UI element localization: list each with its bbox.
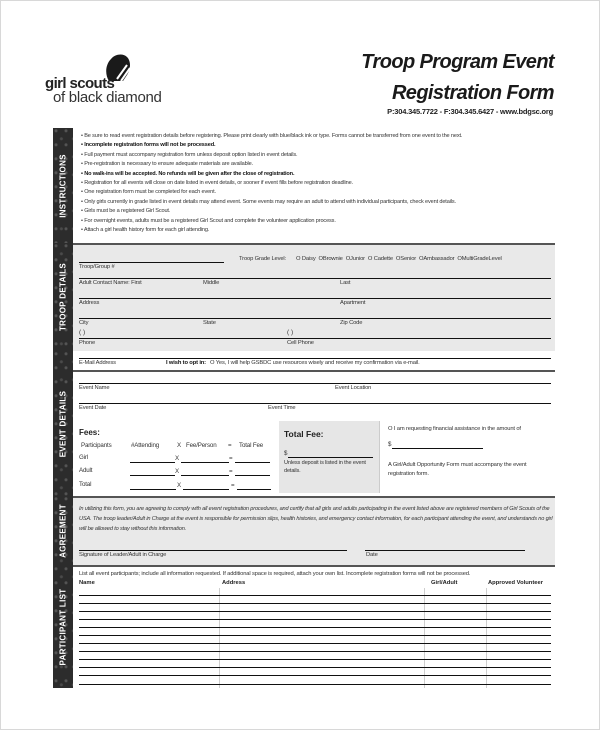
instruction-item: • No walk-ins will be accepted. No refunds will be given after the close of registration. xyxy=(81,170,555,179)
agreement-date-field[interactable] xyxy=(365,550,525,551)
opt-in-checkbox[interactable]: O Yes, I will help GSBDC use resources wisely and receive my confirmation via e-mail. xyxy=(210,360,420,366)
girl-fee-field[interactable] xyxy=(181,462,229,463)
state-label: State xyxy=(203,320,216,326)
event-name-label: Event Name xyxy=(79,385,110,391)
equals-sign: = xyxy=(229,455,233,462)
adult-attending-field[interactable] xyxy=(130,475,175,476)
cell-phone-label: Cell Phone xyxy=(287,340,314,346)
total-attending-field[interactable] xyxy=(130,489,176,490)
band-label-instructions: INSTRUCTIONS xyxy=(58,153,68,218)
instruction-item: • Pre-registration is necessary to ensure adequate materials are available. xyxy=(81,160,555,169)
participant-row[interactable] xyxy=(79,603,551,604)
girl-scouts-logo xyxy=(45,51,185,107)
event-date-field[interactable] xyxy=(79,403,551,404)
equals-sign: = xyxy=(229,468,233,475)
phone-label: Phone xyxy=(79,340,96,346)
col-header-name: Name xyxy=(79,580,95,586)
band-troop-details xyxy=(53,243,73,351)
radio-cadette[interactable]: O Cadette xyxy=(367,256,393,262)
opt-in-label: I wish to opt in: xyxy=(166,360,206,366)
zip-label: Zip Code xyxy=(340,320,363,326)
apartment-label: Apartment xyxy=(340,300,366,306)
radio-brownie[interactable]: OBrownie xyxy=(318,256,343,262)
adult-name-field[interactable] xyxy=(79,278,551,279)
participant-row[interactable] xyxy=(79,659,551,660)
opportunity-form-note: A Girl/Adult Opportunity Form must accompany the event registration form. xyxy=(388,462,527,477)
grade-level-label: Troop Grade Level: xyxy=(239,256,287,262)
fee-row-total: Total xyxy=(79,481,92,488)
band-label-agreement: AGREEMENT xyxy=(58,504,68,558)
total-fee-person-field[interactable] xyxy=(183,489,229,490)
band-event-details xyxy=(53,351,73,496)
radio-senior[interactable]: OSenior xyxy=(395,256,417,262)
fee-header-total: Total Fee xyxy=(239,442,264,449)
adult-fee-field[interactable] xyxy=(181,475,229,476)
participant-row[interactable] xyxy=(79,627,551,628)
dollar-sign: $ xyxy=(284,450,288,457)
logo-text-council: of black diamond xyxy=(53,89,162,106)
troop-group-label: Troop/Group # xyxy=(79,264,115,270)
phone-area-code: ( ) xyxy=(79,329,86,336)
address-field[interactable] xyxy=(79,298,551,299)
total-fee-box xyxy=(279,421,380,493)
city-state-zip-field[interactable] xyxy=(79,318,551,319)
address-label: Address xyxy=(79,300,100,306)
multiply-sign: X xyxy=(175,455,179,462)
instruction-item: • Girls must be a registered Girl Scout. xyxy=(81,207,555,216)
col-header-approved-volunteer: Approved Volunteer xyxy=(488,580,543,586)
band-label-participant-list: PARTICIPANT LIST xyxy=(58,588,68,666)
fee-header-participants: Participants xyxy=(81,442,112,449)
deposit-note: Unless deposit is listed in the event details. xyxy=(284,460,366,474)
last-name-label: Last xyxy=(340,280,351,286)
first-name-label: Adult Contact Name: First xyxy=(79,280,142,286)
instruction-item: • Incomplete registration forms will not be processed. xyxy=(81,141,555,150)
fee-row-adult: Adult xyxy=(79,467,93,474)
cell-area-code: ( ) xyxy=(287,329,294,336)
instruction-item: • Registration for all events will close on date listed in event details, or sooner if event fills before registration deadline. xyxy=(81,179,555,188)
page-title xyxy=(361,47,554,109)
title-line-2: Registration Form xyxy=(391,82,554,104)
radio-multigrade[interactable]: OMultiGradeLevel xyxy=(457,256,502,262)
col-header-address: Address xyxy=(222,580,246,586)
email-label: E-Mail Address xyxy=(79,360,116,366)
participant-row[interactable] xyxy=(79,595,551,596)
participant-row[interactable] xyxy=(79,643,551,644)
fee-header-fee-person: Fee/Person xyxy=(186,442,217,449)
fee-header-attending: #Attending xyxy=(131,442,160,449)
troop-group-field[interactable] xyxy=(79,262,224,263)
email-field[interactable] xyxy=(79,358,551,359)
fees-title: Fees: xyxy=(79,428,100,437)
financial-assistance-checkbox[interactable]: O I am requesting financial assistance in the amount of xyxy=(388,426,521,432)
band-participant-list xyxy=(53,566,73,688)
grade-level-options xyxy=(296,256,502,262)
instruction-item: • For overnight events, adults must be a registered Girl Scout and complete the volunteer application process. xyxy=(81,217,555,226)
event-date-label: Event Date xyxy=(79,405,107,411)
participant-row[interactable] xyxy=(79,619,551,620)
col-header-girl-adult: Girl/Adult xyxy=(431,580,458,586)
signature-field[interactable] xyxy=(79,550,347,551)
contact-info: P:304.345.7722 - F:304.345.6427 - www.bdgsc.org xyxy=(387,107,553,116)
instruction-item: • Only girls currently in grade listed in event details may attend event. Some events may require an adult to attend with individual participants, check event details. xyxy=(81,198,555,207)
total-fee-title: Total Fee: xyxy=(284,429,324,439)
city-label: City xyxy=(79,320,89,326)
band-instructions xyxy=(53,128,73,243)
phone-field[interactable] xyxy=(79,338,551,339)
event-location-label: Event Location xyxy=(335,385,372,391)
participant-intro: List all event participants; include all information requested. If additional space is required, attach your own list. Incomplete registration forms will not be processed. xyxy=(79,571,471,577)
adult-total-field[interactable] xyxy=(235,475,270,476)
multiply-sign: X xyxy=(177,482,181,489)
grand-total-field[interactable] xyxy=(237,489,271,490)
multiply-sign: X xyxy=(175,468,179,475)
middle-name-label: Middle xyxy=(203,280,220,286)
instruction-item: • Be sure to read event registration details before registering. Please print clearly with blue/black ink or type. Forms cannot be transferred from one event to the next. xyxy=(81,132,555,141)
fee-header-x: X xyxy=(177,442,181,449)
fee-row-girl: Girl xyxy=(79,454,89,461)
signature-label: Signature of Leader/Adult in Charge xyxy=(79,552,167,558)
participant-row[interactable] xyxy=(79,611,551,612)
divider xyxy=(73,565,555,567)
participant-row[interactable] xyxy=(79,651,551,652)
participant-row[interactable] xyxy=(79,635,551,636)
band-label-troop-details: TROOP DETAILS xyxy=(58,262,68,332)
event-name-field[interactable] xyxy=(79,383,551,384)
girl-total-field[interactable] xyxy=(235,462,270,463)
girl-attending-field[interactable] xyxy=(130,462,175,463)
participant-row[interactable] xyxy=(79,675,551,676)
participant-row[interactable] xyxy=(79,684,551,685)
instruction-item: • Attach a girl health history form for each girl attending. xyxy=(81,226,555,235)
title-line-1: Troop Program Event xyxy=(361,51,554,73)
radio-daisy[interactable]: O Daisy xyxy=(296,256,316,262)
logo-text-girl-scouts: girl scouts xyxy=(45,75,115,92)
assist-dollar-sign: $ xyxy=(388,441,392,448)
band-label-event-details: EVENT DETAILS xyxy=(58,390,68,457)
equals-sign: = xyxy=(231,482,235,489)
agreement-date-label: Date xyxy=(366,552,378,558)
band-agreement xyxy=(53,496,73,566)
divider xyxy=(73,370,555,372)
agreement-text: In utilizing this form, you are agreeing to comply with all event registration procedures, and certify that all girls and adults participating in the event listed above are registered members of Girl Scouts of the USA. The troop leader/Adult in Charge at the event is responsible for permission slips, health histories, and emergency contact information, for each participant attending the event, and understands no girl will be allowed to stay without this information. xyxy=(79,506,553,532)
total-fee-field[interactable] xyxy=(288,457,373,458)
radio-junior[interactable]: OJunior xyxy=(345,256,365,262)
instructions-list xyxy=(73,128,555,243)
radio-ambassador[interactable]: OAmbassador xyxy=(419,256,455,262)
event-time-label: Event Time xyxy=(268,405,296,411)
fee-header-eq: = xyxy=(228,442,232,449)
instruction-item: • Full payment must accompany registration form unless deposit option listed in event details. xyxy=(81,151,555,160)
assist-amount-field[interactable] xyxy=(392,448,483,449)
participant-row[interactable] xyxy=(79,667,551,668)
instruction-item: • One registration form must be completed for each event. xyxy=(81,188,555,197)
